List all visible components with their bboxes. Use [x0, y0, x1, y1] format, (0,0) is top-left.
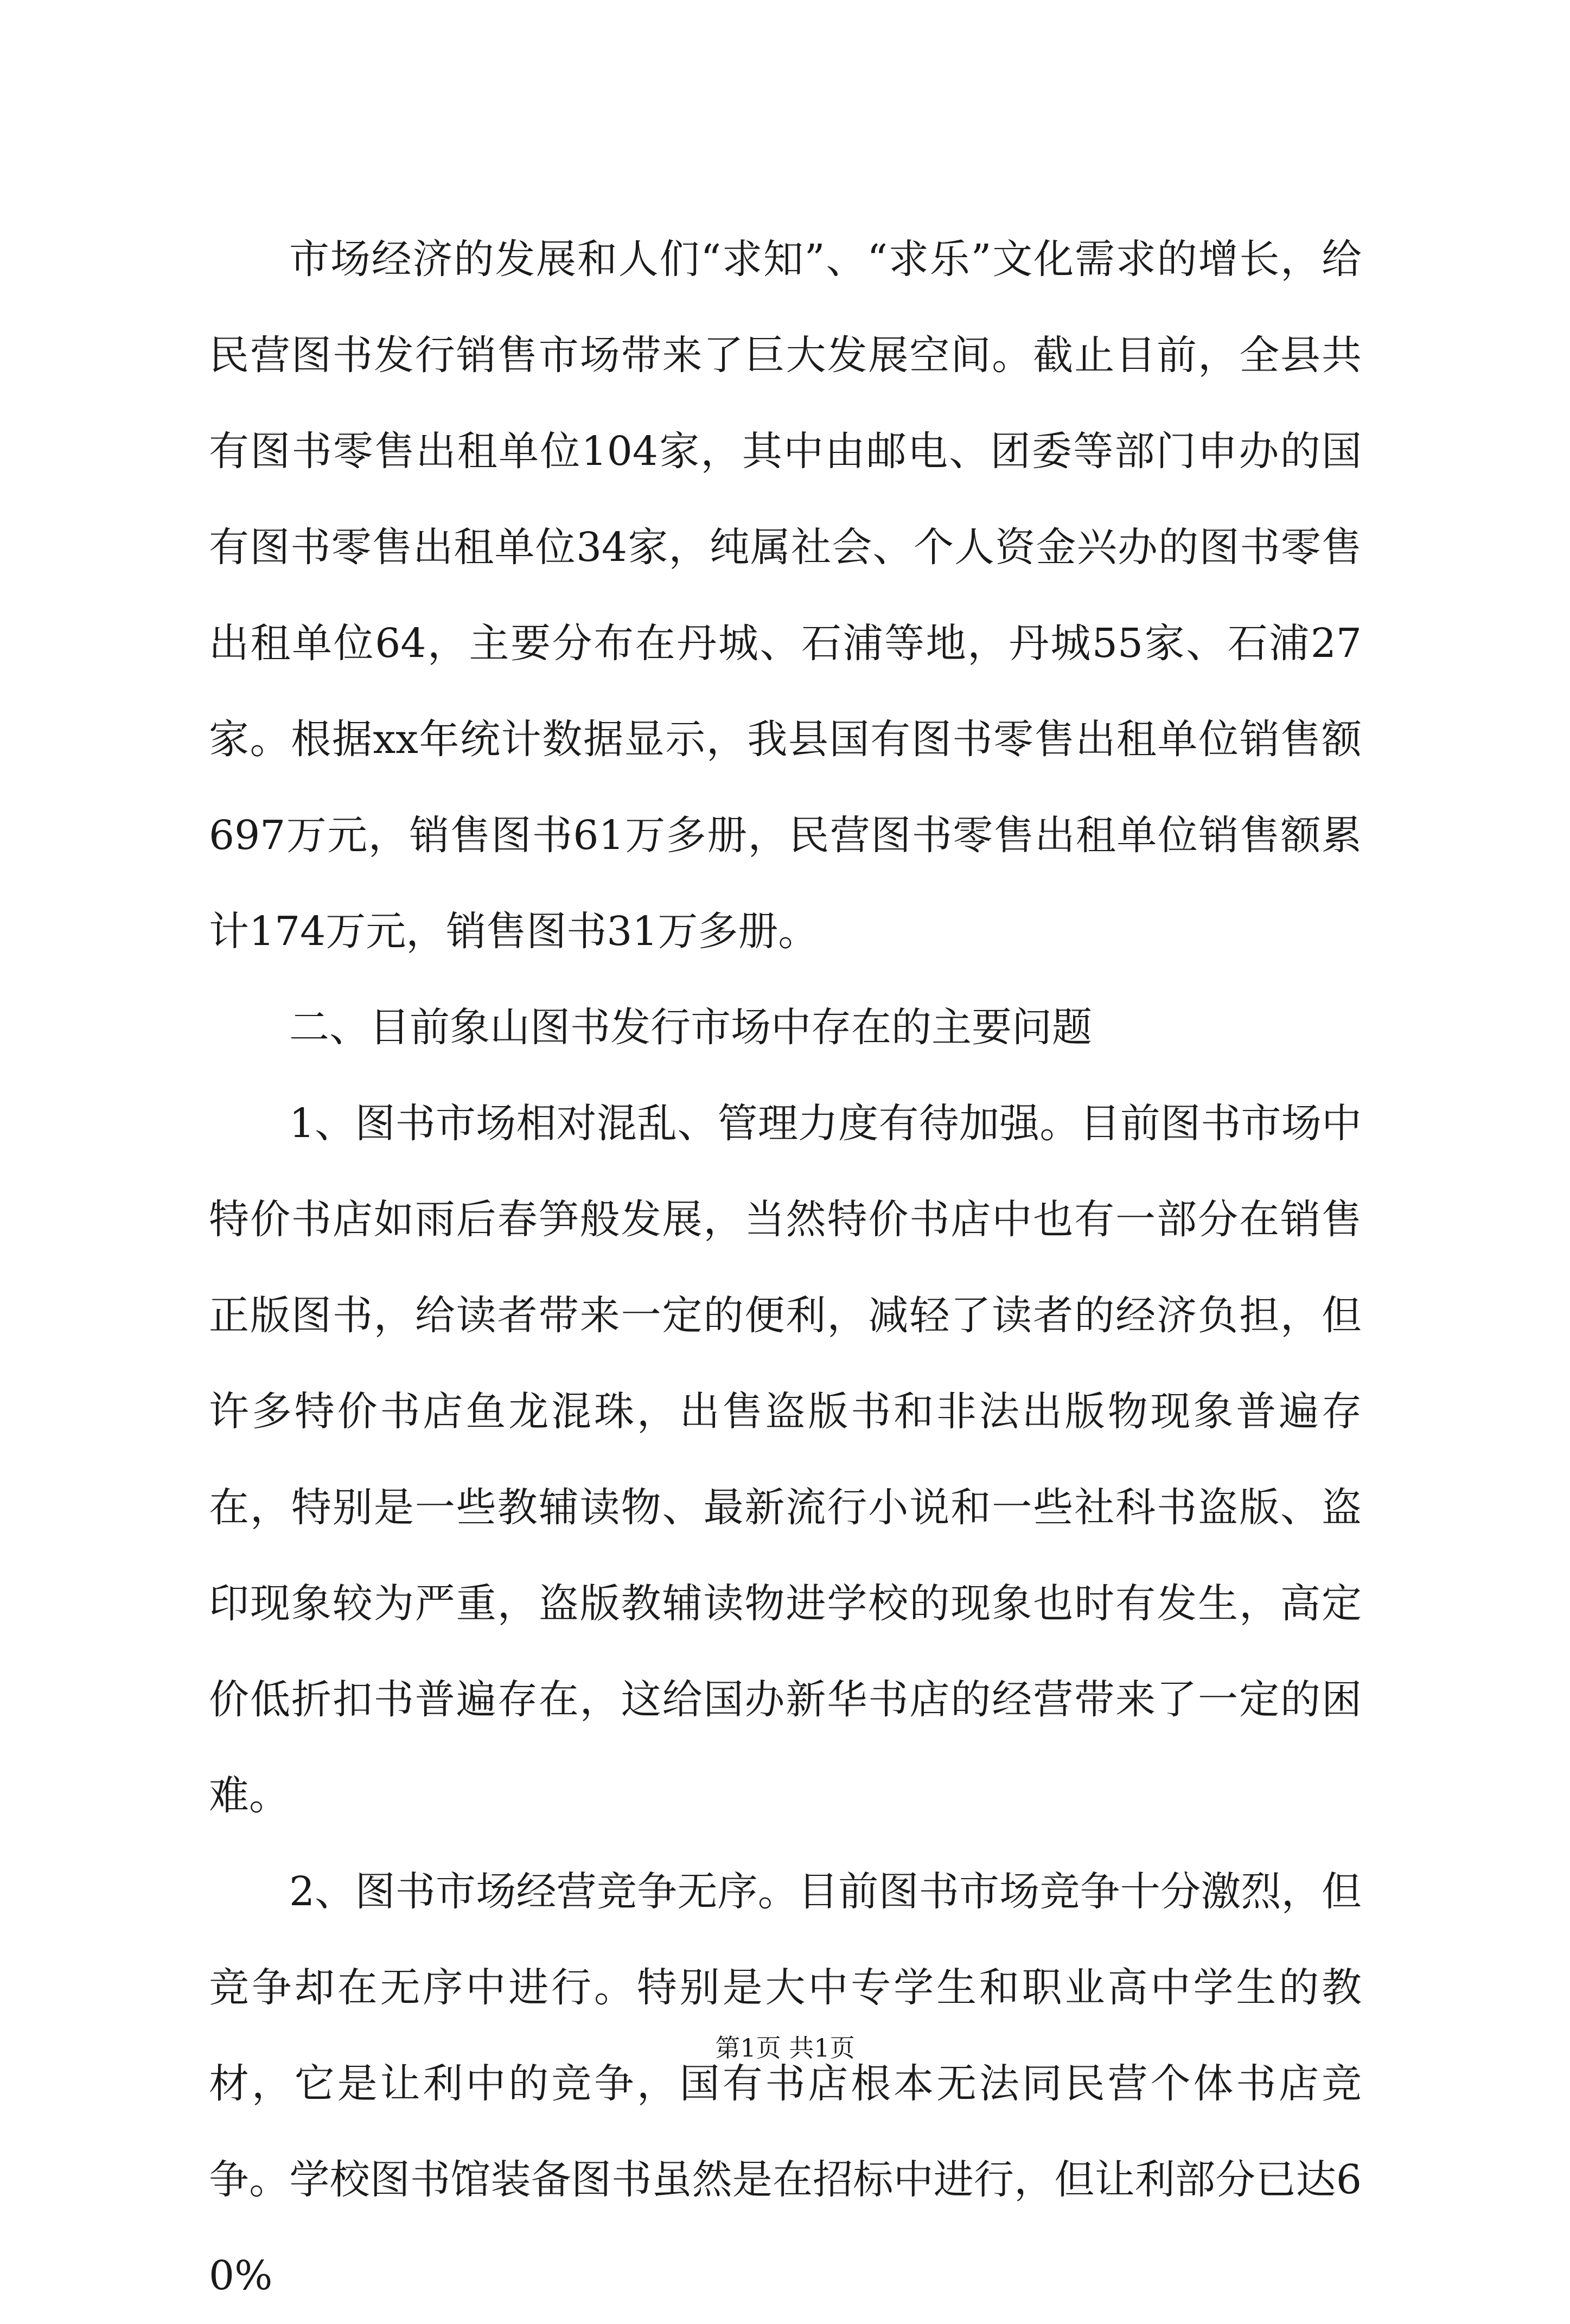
paragraph-market-overview: 市场经济的发展和人们“求知”、“求乐”文化需求的增长，给民营图书发行销售市场带来了巨大发展空间。截止目前，全县共有图书零售出租单位104家，其中由邮电、团委等部门申办的国有图书零售出租单位34家，纯属社会、个人资金兴办的图书零售出租单位64，主要分布在丹城、石浦等地，丹城55家、石浦27家。根据xx年统计数据显示，我县国有图书零售出租单位销售额697万元，销售图书61万多册，民营图书零售出租单位销售额累计174万元，销售图书31万多册。: [209, 236, 1362, 955]
paragraph-problem-2: 2、图书市场经营竞争无序。目前图书市场竞争十分激烈，但竞争却在无序中进行。特别是大中专学生和职业高中学生的教材，它是让利中的竞争，国有书店根本无法同民营个体书店竞争。学校图书馆装备图书虽然是在招标中进行，但让利部分已达60%: [209, 1868, 1362, 2299]
page-footer: 第1页 共1页: [715, 2033, 855, 2063]
paragraph-problem-1: 1、图书市场相对混乱、管理力度有待加强。目前图书市场中特价书店如雨后春笋般发展，当然特价书店中也有一部分在销售正版图书，给读者带来一定的便利，减轻了读者的经济负担，但许多特价书店鱼龙混珠，出售盗版书和非法出版物现象普遍存在，特别是一些教辅读物、最新流行小说和一些社科书盗版、盗印现象较为严重，盗版教辅读物进学校的现象也时有发生，高定价低折扣书普遍存在，这给国办新华书店的经营带来了一定的困难。: [209, 1100, 1362, 1819]
document-body: [209, 212, 1362, 2324]
section-heading-main-problems: 二、目前象山图书发行市场中存在的主要问题: [289, 1004, 1092, 1051]
